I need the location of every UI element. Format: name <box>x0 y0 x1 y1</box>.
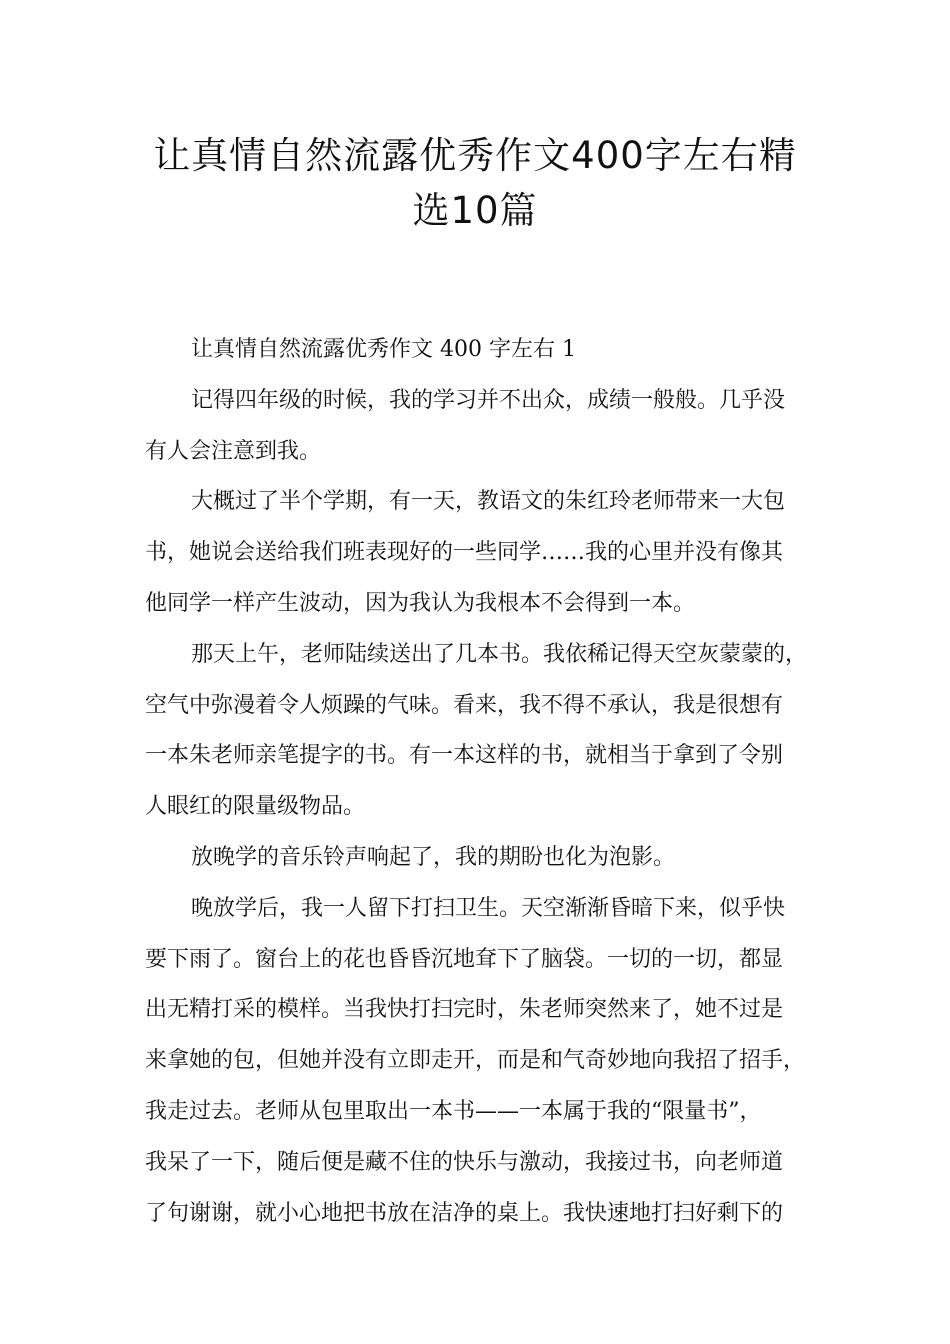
section-heading: 让真情自然流露优秀作文 400 字左右 1 <box>191 337 576 362</box>
body-text-line: 我走过去。老师从包里取出一本书——一本属于我的“限量书”， <box>145 1098 762 1124</box>
body-text-line: 他同学一样产生波动，因为我认为我根本不会得到一本。 <box>145 590 696 616</box>
body-text-line: 有人会注意到我。 <box>145 438 322 464</box>
body-text-line: 人眼红的限量级物品。 <box>145 794 366 820</box>
title-line-1: 让真情自然流露优秀作文400字左右精 <box>153 134 797 177</box>
body-text-line: 一本朱老师亲笔提字的书。有一本这样的书，就相当于拿到了令别 <box>145 743 784 769</box>
body-text-line: 放晚学的音乐铃声响起了，我的期盼也化为泡影。 <box>191 844 676 870</box>
body-text-line: 记得四年级的时候，我的学习并不出众，成绩一般般。几乎没 <box>191 387 786 413</box>
body-text-line: 晚放学后，我一人留下打扫卫生。天空渐渐昏暗下来，似乎快 <box>191 895 786 921</box>
body-text-line: 来拿她的包，但她并没有立即走开，而是和气奇妙地向我招了招手， <box>145 1048 806 1074</box>
document-body <box>145 334 825 1248</box>
body-text-line: 空气中弥漫着令人烦躁的气味。看来，我不得不承认，我是很想有 <box>145 692 784 718</box>
body-text-line: 书，她说会送给我们班表现好的一些同学……我的心里并没有像其 <box>145 540 784 566</box>
body-text-line: 我呆了一下，随后便是藏不住的快乐与激动，我接过书，向老师道 <box>145 1149 784 1175</box>
body-text-line: 大概过了半个学期，有一天，教语文的朱红玲老师带来一大包 <box>191 489 786 515</box>
title-line-2: 选10篇 <box>412 189 538 232</box>
body-text-line: 了句谢谢，就小心地把书放在洁净的桌上。我快速地打扫好剩下的 <box>145 1200 784 1226</box>
body-text-line: 那天上午，老师陆续送出了几本书。我依稀记得天空灰蒙蒙的， <box>191 641 808 667</box>
body-text-line: 要下雨了。窗台上的花也昏昏沉地耷下了脑袋。一切的一切，都显 <box>145 946 784 972</box>
body-text-line: 出无精打采的模样。当我快打扫完时，朱老师突然来了，她不过是 <box>145 997 784 1023</box>
document-title <box>100 128 850 238</box>
